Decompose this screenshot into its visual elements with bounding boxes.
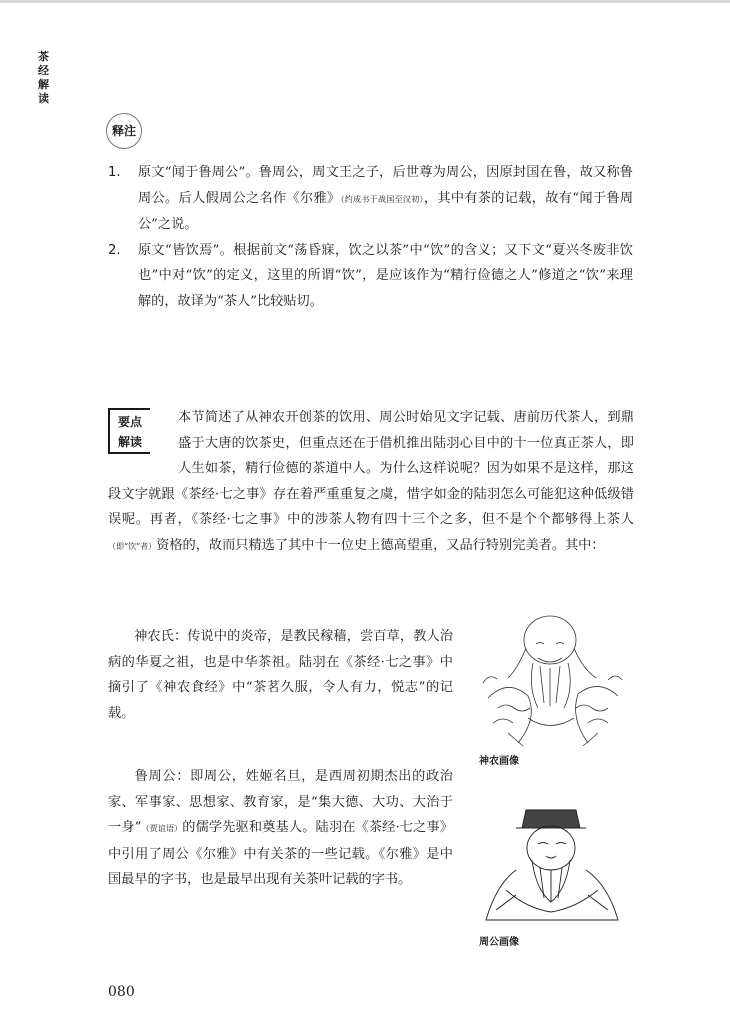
shennong-caption: 神农画像	[479, 756, 519, 767]
notes-label: 释注	[106, 113, 142, 149]
note-item	[108, 238, 633, 315]
notes-list	[108, 160, 633, 314]
shennong-portrait-image	[478, 608, 628, 748]
note-text: 原文“皆饮焉”。根据前文“荡昏寐，饮之以茶”中“饮”的含义；又下文“夏兴冬废非饮也”中对“饮”的定义，这里的所谓“饮”，是应该作为“精行俭德之人”修道之“饮”来理解的，故译为“茶人”比较贴切。	[138, 242, 633, 309]
entry-shennong: 神农氏：传说中的炎帝，是教民稼穑，尝百草，教人治病的华夏之祖，也是中华茶祖。陆羽在《茶经·七之事》中摘引了《神农食经》中“茶茗久服，令人有力，悦志”的记载。	[108, 629, 453, 721]
keypoint-paragraph: 本节简述了从神农开创茶的饮用、周公时始见文字记载、唐前历代茶人，到鼎盛于大唐的饮茶史，但重点还在于借机推出陆羽心目中的十一位真正茶人，即人生如茶，精行俭德的茶道中人。为什么这样说呢？因为如果不是这样，那这段文字就跟《茶经·七之事》存在着严重重复之虞，惜字如金的陆羽怎么可能犯这种低级错误呢。再者，《茶经·七之事》中的涉茶人物有四十三个之多，但不是个个都够得上茶人（即“饮”者）资格的，故而只精选了其中十一位史上德高望重，又品行特别完美者。其中：	[108, 410, 634, 553]
zhougong-portrait-image	[476, 790, 628, 928]
page-number: 080	[108, 984, 135, 1000]
note-item	[108, 160, 633, 238]
note-text: 原文“闻于鲁周公”。鲁周公，周文王之子，后世尊为周公，因原封国在鲁，故又称鲁周公。后人假周公之名作《尔雅》（约成书于战国至汉初），其中有茶的记载，故有“闻于鲁周公”之说。	[138, 165, 634, 232]
entry-zhougong: 鲁周公：即周公，姓姬名旦，是西周初期杰出的政治家、军事家、思想家、教育家，是“集大德、大功、大治于一身”（贾谊语）的儒学先驱和奠基人。陆羽在《茶经·七之事》中引用了周公《尔雅》中有关茶的一些记载。《尔雅》是中国最早的字书，也是最早出现有关茶叶记载的字书。	[108, 769, 453, 887]
zhougong-caption: 周公画像	[479, 937, 519, 948]
keypoint-label: 要点 解读	[108, 408, 150, 454]
running-head: 茶经解读	[38, 50, 49, 105]
note-number: 1.	[108, 165, 121, 180]
note-number: 2.	[108, 242, 121, 258]
top-rule	[0, 0, 730, 3]
